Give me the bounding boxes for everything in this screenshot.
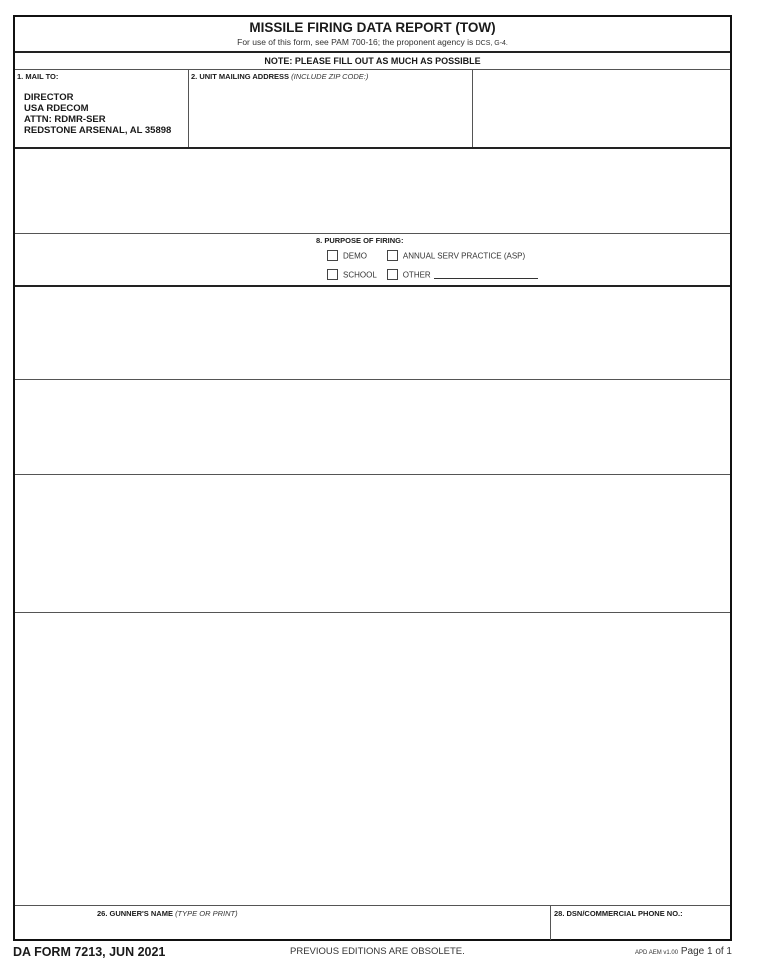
mail-to-line: DIRECTOR	[24, 92, 74, 103]
blank-section-1[interactable]	[15, 149, 730, 233]
purpose-option-other[interactable]	[387, 266, 431, 283]
form-note: NOTE: PLEASE FILL OUT AS MUCH AS POSSIBLE	[264, 56, 481, 66]
gunner-name-input[interactable]	[17, 920, 547, 938]
form-subtitle	[15, 37, 730, 47]
divider	[188, 69, 189, 147]
subtitle-text: For use of this form, see PAM 700-16; the proponent agency is	[237, 37, 476, 47]
checkbox[interactable]	[327, 269, 338, 280]
divider	[15, 612, 730, 613]
form-number: DA FORM 7213, JUN 2021	[13, 945, 166, 959]
mail-to-line: USA RDECOM	[24, 103, 89, 114]
mail-to-line: REDSTONE ARSENAL, AL 35898	[24, 125, 172, 136]
other-text-input[interactable]	[434, 270, 538, 279]
option-label: ANNUAL SERV PRACTICE (ASP)	[402, 251, 526, 261]
purpose-option-asp[interactable]	[387, 247, 525, 264]
checkbox[interactable]	[327, 250, 338, 261]
checkbox[interactable]	[387, 250, 398, 261]
gunner-name-hint: (TYPE OR PRINT)	[175, 909, 238, 918]
mail-to-label: 1. MAIL TO:	[17, 72, 59, 81]
option-label: DEMO	[343, 251, 367, 261]
page-number: Page 1 of 1	[680, 946, 732, 957]
blank-section-5[interactable]	[15, 614, 730, 902]
purpose-label: 8. PURPOSE OF FIRING:	[316, 236, 404, 245]
divider	[15, 69, 730, 70]
version-label: APD AEM v1.00	[635, 950, 679, 956]
blank-section-3[interactable]	[15, 381, 730, 474]
divider	[550, 905, 551, 940]
divider	[472, 69, 473, 147]
divider	[15, 51, 730, 53]
proponent-agency: DCS, G-4.	[475, 40, 508, 47]
gunner-name-label-text: 26. GUNNER'S NAME	[97, 909, 173, 918]
unit-address-hint: (INCLUDE ZIP CODE:)	[291, 72, 369, 81]
purpose-option-school[interactable]	[327, 266, 377, 283]
purpose-row-2	[327, 266, 538, 284]
divider	[15, 233, 730, 234]
mail-to-line: ATTN: RDMR-SER	[24, 114, 106, 125]
blank-field-3[interactable]	[475, 71, 730, 145]
option-label: OTHER	[402, 270, 431, 280]
blank-section-4[interactable]	[15, 476, 730, 612]
form-title: MISSILE FIRING DATA REPORT (TOW)	[249, 20, 496, 35]
gunner-name-label	[97, 909, 238, 918]
purpose-row-1	[327, 247, 525, 265]
mail-to-address	[24, 92, 171, 136]
page-info	[635, 946, 732, 957]
divider	[15, 905, 730, 906]
editions-notice: PREVIOUS EDITIONS ARE OBSOLETE.	[290, 946, 465, 957]
unit-address-input[interactable]	[191, 83, 471, 145]
checkbox[interactable]	[387, 269, 398, 280]
unit-address-label	[191, 72, 368, 81]
option-label: SCHOOL	[343, 270, 377, 280]
phone-label: 28. DSN/COMMERCIAL PHONE NO.:	[554, 909, 683, 918]
divider	[15, 379, 730, 380]
purpose-option-demo[interactable]	[327, 247, 367, 264]
blank-section-2[interactable]	[15, 287, 730, 379]
form-container	[13, 15, 732, 941]
phone-input[interactable]	[554, 920, 729, 938]
divider	[15, 474, 730, 475]
unit-address-label-text: 2. UNIT MAILING ADDRESS	[191, 72, 290, 81]
